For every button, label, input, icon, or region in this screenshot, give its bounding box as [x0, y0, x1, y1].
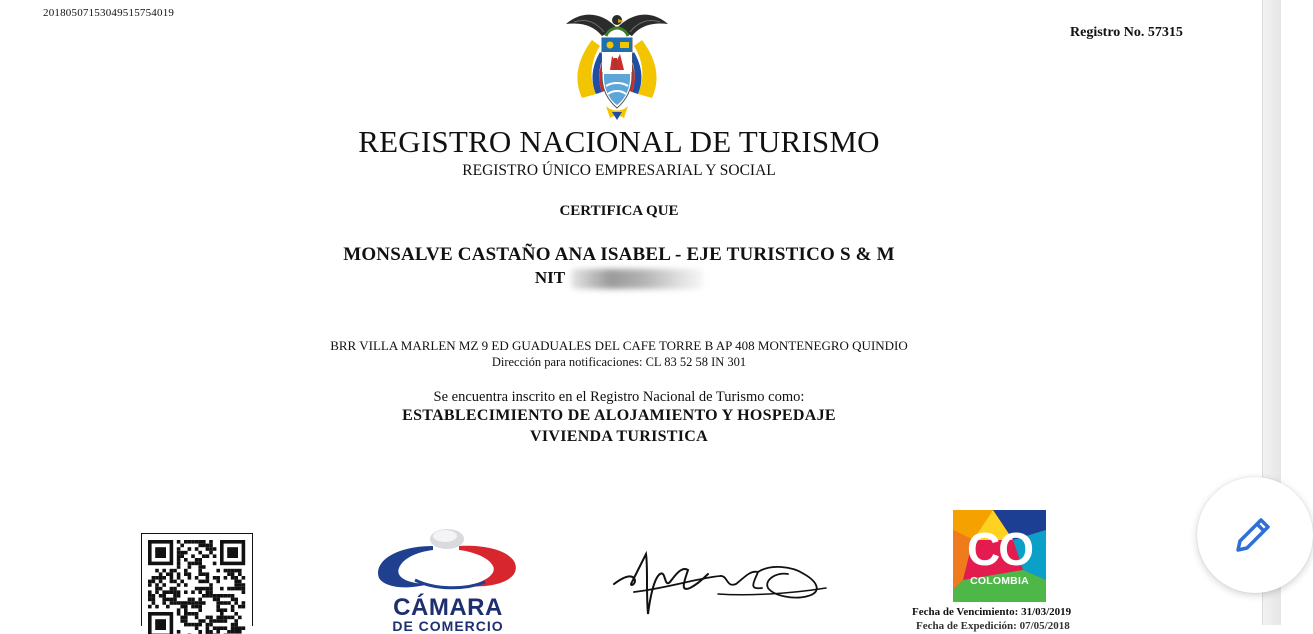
- coat-of-arms-icon: [562, 6, 672, 121]
- address: BRR VILLA MARLEN MZ 9 ED GUADUALES DEL CAFE TORRE B AP 408 MONTENEGRO QUINDIO: [0, 338, 1238, 354]
- document-id: 20180507153049515754019: [43, 7, 174, 19]
- notification-address: Dirección para notificaciones: CL 83 52 58 IN 301: [0, 355, 1238, 370]
- colombia-co-logo: [953, 510, 1046, 602]
- subcategory: VIVIENDA TURISTICA: [0, 428, 1238, 446]
- nit-redacted-value: [571, 269, 703, 289]
- co-letters: CO: [953, 522, 1046, 576]
- edit-button[interactable]: [1197, 477, 1313, 593]
- registro-number: Registro No. 57315: [1070, 25, 1183, 41]
- co-word: COLOMBIA: [953, 575, 1046, 587]
- nit-label: NIT: [535, 268, 565, 287]
- camara-line2: DE COMERCIO: [359, 618, 537, 634]
- camara-line1: CÁMARA: [359, 594, 537, 622]
- holder-name: MONSALVE CASTAÑO ANA ISABEL - EJE TURISTICO S & M: [0, 244, 1238, 266]
- certifica-heading: CERTIFICA QUE: [0, 203, 1238, 220]
- certificate-title: REGISTRO NACIONAL DE TURISMO: [0, 124, 1238, 160]
- fecha-expedicion: Fecha de Expedición: 07/05/2018: [916, 620, 1070, 632]
- inscrito-text: Se encuentra inscrito en el Registro Nacional de Turismo como:: [0, 389, 1238, 406]
- camara-swoosh-icon: [355, 520, 540, 600]
- certificate-subtitle: REGISTRO ÚNICO EMPRESARIAL Y SOCIAL: [0, 162, 1238, 180]
- qr-code-icon: [141, 533, 253, 626]
- category: ESTABLECIMIENTO DE ALOJAMIENTO Y HOSPEDAJE: [0, 407, 1238, 425]
- signature-icon: [608, 548, 834, 618]
- fecha-vencimiento: Fecha de Vencimiento: 31/03/2019: [912, 606, 1071, 618]
- nit-line: [0, 268, 1238, 289]
- camara-de-comercio-logo: [355, 520, 540, 625]
- pencil-icon: [1233, 515, 1273, 555]
